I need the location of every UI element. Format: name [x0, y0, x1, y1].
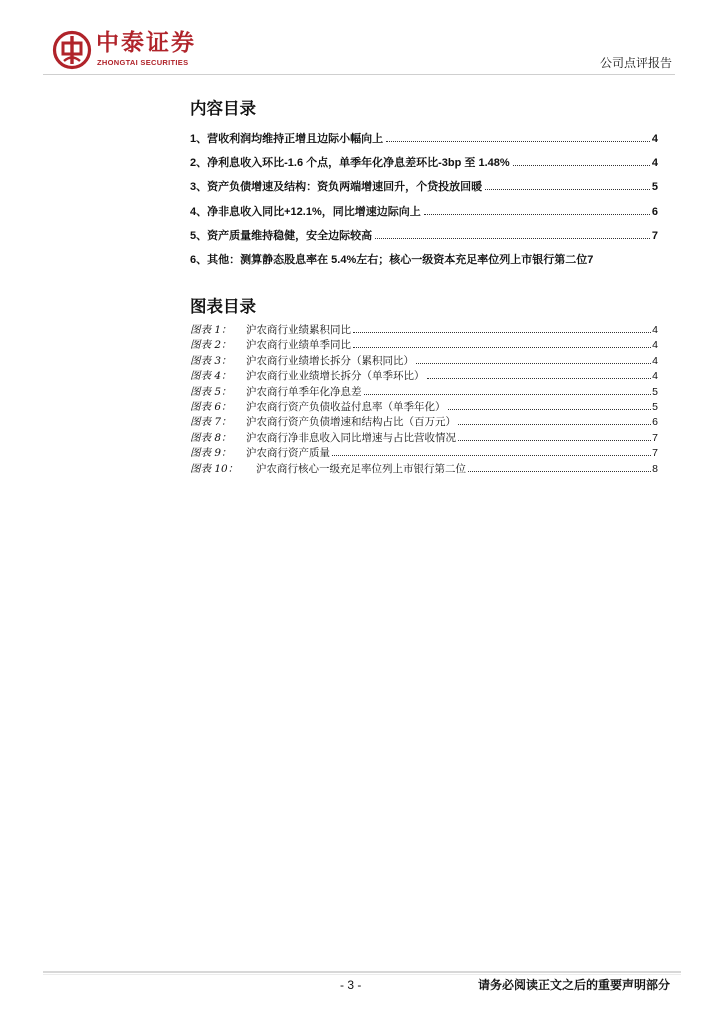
toc-entry-title: 营收利润均维持正增且边际小幅向上	[207, 133, 384, 145]
toc-leader-dots	[424, 214, 650, 215]
toc-entry[interactable]	[190, 178, 658, 202]
toc-leader-dots	[386, 141, 650, 142]
figure-entry-title: 沪农商行单季年化净息差	[246, 385, 362, 398]
figure-entry-label: 图表 1：	[190, 324, 232, 336]
toc-title: 内容目录	[190, 99, 256, 118]
toc-entry-page: 6	[651, 205, 658, 218]
figure-entry-label: 图表 10：	[190, 462, 239, 475]
figure-entry[interactable]	[190, 368, 658, 383]
page-number: - 3 -	[340, 978, 362, 992]
figure-entry-page: 4	[652, 324, 658, 336]
figure-entry-title: 沪农商行业业绩增长拆分（单季环比）	[246, 370, 425, 383]
figure-entry[interactable]	[190, 322, 658, 337]
toc-entry-title: 其他：测算静态股息率在 5.4%左右；核心一级资本充足率位列上市银行第二位	[207, 253, 588, 266]
footer-divider-secondary	[43, 974, 681, 975]
figure-entry-page: 4	[652, 354, 658, 367]
figure-entry-page: 4	[652, 339, 658, 352]
figure-entry-label: 图表 9：	[190, 447, 232, 460]
toc-entry-title: 资产负债增速及结构：资负两端增速回升，个贷投放回暖	[207, 181, 483, 194]
figure-entry-title: 沪农商行业绩单季同比	[246, 339, 351, 352]
figure-entry-page: 4	[652, 370, 658, 383]
figure-leader-dots	[353, 332, 651, 333]
toc-leader-dots	[375, 238, 650, 239]
figure-entry-title: 沪农商行资产负债收益付息率（单季年化）	[246, 400, 446, 413]
toc-entry-page: 7	[651, 229, 658, 242]
toc-entry[interactable]	[190, 154, 658, 178]
toc-leader-dots	[513, 165, 650, 166]
figure-entry[interactable]	[190, 384, 658, 399]
footer-disclaimer: 请务必阅读正文之后的重要声明部分	[477, 978, 670, 992]
figure-entry-page: 7	[652, 431, 658, 444]
figure-entry-page: 5	[652, 400, 658, 413]
figure-entry[interactable]	[190, 461, 658, 476]
figure-leader-dots	[458, 424, 651, 425]
zhongtai-logo-icon	[52, 30, 92, 70]
toc-entry-page: 4	[651, 133, 658, 145]
figure-entry-page: 6	[652, 416, 658, 429]
toc-entry-number: 3、	[190, 181, 208, 194]
figure-entry-label: 图表 3：	[190, 354, 232, 367]
figure-entry-label: 图表 2：	[190, 339, 232, 352]
toc-entry-page: 7	[587, 253, 594, 266]
figure-entry-title: 沪农商行净非息收入同比增速与占比营收情况	[246, 431, 456, 444]
header-divider	[43, 74, 675, 75]
toc-list	[190, 130, 658, 275]
figure-entry-title: 沪农商行资产负债增速和结构占比（百万元）	[246, 416, 456, 429]
figure-entry-page: 5	[652, 385, 658, 398]
figure-entry-page: 7	[652, 447, 658, 460]
toc-entry-number: 2、	[190, 157, 208, 170]
figure-entry-title: 沪农商行业绩增长拆分（累积同比）	[246, 354, 414, 367]
figure-entry[interactable]	[190, 445, 658, 460]
figure-entry-label: 图表 6：	[190, 400, 232, 413]
figure-leader-dots	[364, 394, 652, 395]
company-name-cn: 中泰证券	[96, 30, 196, 56]
figure-entry-label: 图表 4：	[190, 370, 232, 383]
toc-entry[interactable]	[190, 203, 658, 227]
toc-entry[interactable]	[190, 227, 658, 251]
figure-entry[interactable]	[190, 337, 658, 352]
figure-entry-title: 沪农商行业绩累积同比	[246, 324, 351, 336]
figure-entry-label: 图表 8：	[190, 431, 232, 444]
toc-entry-page: 5	[651, 181, 658, 194]
toc-entry-number: 6、	[190, 253, 208, 266]
figure-leader-dots	[353, 347, 651, 348]
figure-entry[interactable]	[190, 414, 658, 429]
figure-leader-dots	[427, 378, 652, 379]
figure-entry[interactable]	[190, 399, 658, 414]
figures-list	[190, 322, 658, 476]
toc-entry-page: 4	[651, 157, 658, 170]
figure-leader-dots	[416, 363, 651, 364]
toc-entry-title: 净非息收入同比+12.1%，同比增速边际向上	[207, 205, 421, 218]
toc-entry-number: 1、	[190, 133, 208, 145]
figure-entry-title: 沪农商行资产质量	[246, 447, 330, 460]
footer-divider	[43, 971, 681, 973]
figure-leader-dots	[332, 455, 651, 456]
figure-entry-page: 8	[652, 462, 658, 475]
figure-entry-label: 图表 5：	[190, 385, 232, 398]
figure-entry-label: 图表 7：	[190, 416, 232, 429]
page-header	[0, 0, 724, 78]
company-name-en: ZHONGTAI SECURITIES	[97, 58, 189, 67]
figure-leader-dots	[468, 471, 651, 472]
figure-leader-dots	[448, 409, 652, 410]
toc-entry-number: 4、	[190, 205, 208, 218]
figures-title: 图表目录	[190, 297, 256, 316]
toc-entry[interactable]	[190, 251, 658, 275]
toc-entry-number: 5、	[190, 229, 208, 242]
figure-entry-title: 沪农商行核心一级充足率位列上市银行第二位	[256, 462, 466, 475]
toc-entry-title: 资产质量维持稳健，安全边际较高	[207, 229, 373, 242]
figure-entry[interactable]	[190, 353, 658, 368]
toc-leader-dots	[485, 189, 650, 190]
report-type-label: 公司点评报告	[599, 56, 672, 70]
toc-entry-title: 净利息收入环比-1.6 个点，单季年化净息差环比-3bp 至 1.48%	[207, 157, 510, 170]
toc-entry[interactable]	[190, 130, 658, 154]
figure-leader-dots	[458, 440, 651, 441]
figure-entry[interactable]	[190, 430, 658, 445]
